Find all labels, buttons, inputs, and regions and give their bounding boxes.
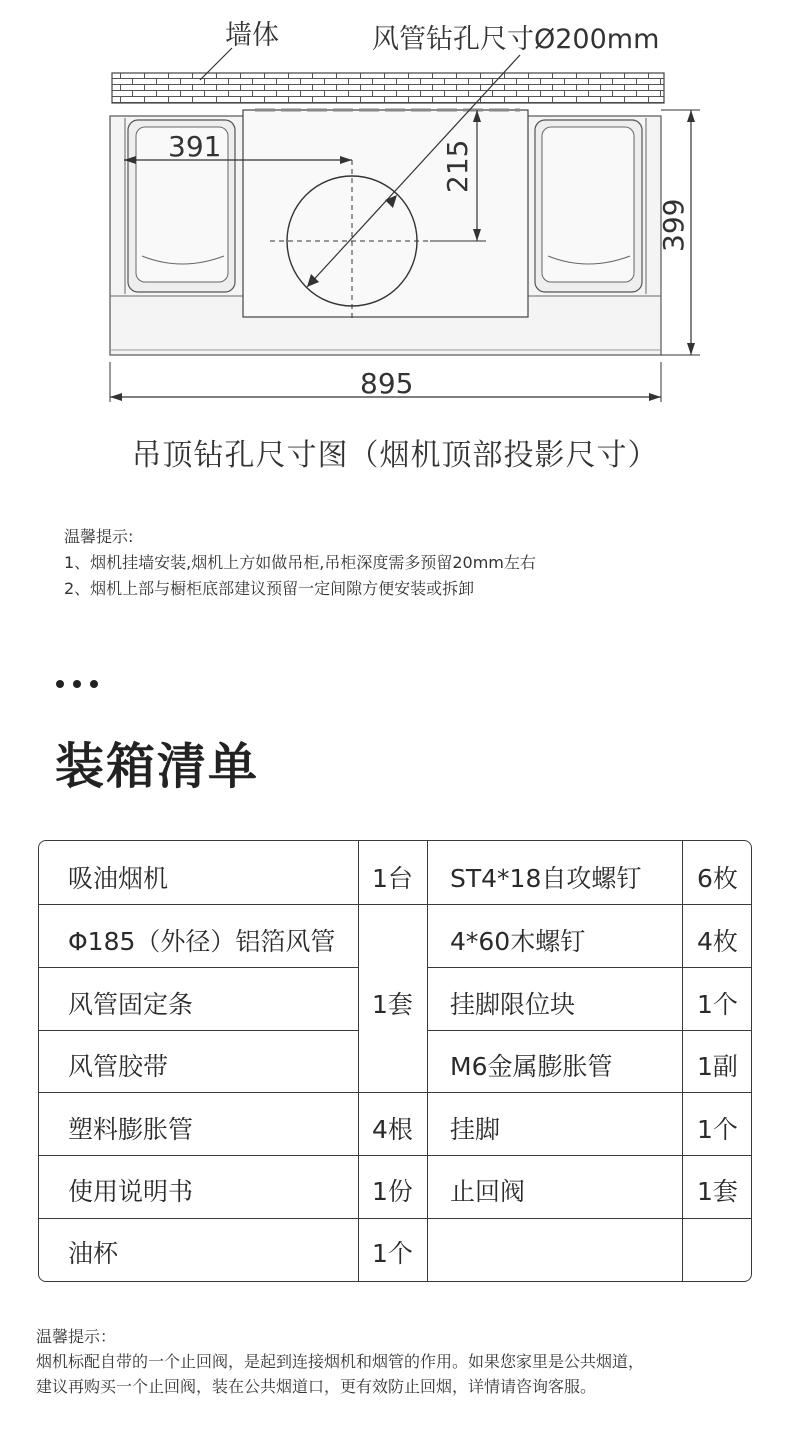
- table-cell-qty: 1台: [372, 864, 413, 893]
- hood-top-panel: [243, 110, 528, 317]
- table-cell-qty: 1个: [697, 990, 738, 1019]
- tips-line: 烟机标配自带的一个止回阀，是起到连接烟机和烟管的作用。如果您家里是公共烟道，: [36, 1352, 645, 1371]
- table-cell-item: M6金属膨胀管: [450, 1052, 613, 1081]
- table-cell-qty-merged: 1套: [372, 990, 413, 1019]
- table-cell-item: 风管胶带: [68, 1052, 169, 1081]
- table-cell-qty: 6枚: [697, 864, 738, 893]
- diagram-title: 吊顶钻孔尺寸图（烟机顶部投影尺寸）: [131, 438, 659, 473]
- dimension-895: 895: [360, 367, 414, 400]
- tips-line: 2、烟机上部与橱柜底部建议预留一定间隙方便安装或拆卸: [64, 579, 475, 598]
- table-cell-qty: 1个: [372, 1239, 413, 1268]
- wall-bricks: [112, 73, 664, 103]
- table-cell-item: ST4*18自攻螺钉: [450, 864, 642, 893]
- table-cell-qty: 4枚: [697, 927, 738, 956]
- table-cell-item: 使用说明书: [68, 1177, 194, 1206]
- table-cell-qty: 1份: [372, 1177, 413, 1206]
- dimension-391: 391: [168, 130, 222, 163]
- tips-heading: 温馨提示:: [64, 527, 134, 546]
- table-cell-item: 吸油烟机: [68, 864, 169, 893]
- tips-line: 1、烟机挂墙安装,烟机上方如做吊柜,吊柜深度需多预留20mm左右: [64, 553, 536, 572]
- table-cell-qty: 1副: [697, 1052, 738, 1081]
- table-cell-qty: 1套: [697, 1177, 738, 1206]
- wall-label: 墙体: [225, 20, 279, 51]
- table-cell-qty: 1个: [697, 1115, 738, 1144]
- duct-size-label: 风管钻孔尺寸Ø200mm: [372, 24, 660, 55]
- table-cell-item: Φ185（外径）铝箔风管: [68, 927, 336, 956]
- table-cell-item: 挂脚: [450, 1115, 501, 1144]
- installation-tips: [64, 524, 536, 602]
- table-cell-qty: 4根: [372, 1115, 413, 1144]
- table-cell-item: 4*60木螺钉: [450, 927, 586, 956]
- table-cell-item: 风管固定条: [68, 990, 194, 1019]
- tips-line: 建议再购买一个止回阀，装在公共烟道口，更有效防止回烟，详情请咨询客服。: [36, 1377, 597, 1396]
- table-cell-item: 止回阀: [450, 1177, 526, 1206]
- table-cell-item: 油杯: [68, 1239, 119, 1268]
- right-side-panel: [535, 118, 646, 294]
- ceiling-drilling-diagram: [0, 0, 790, 420]
- table-cell-item: 塑料膨胀管: [68, 1115, 194, 1144]
- table-cell-item: 挂脚限位块: [450, 990, 576, 1019]
- decorative-dots: [56, 680, 98, 688]
- dimension-215: 215: [441, 139, 474, 193]
- check-valve-tips: [36, 1324, 644, 1399]
- dot: [90, 680, 98, 688]
- dimension-399: 399: [657, 198, 690, 252]
- packing-list-table: [38, 840, 752, 1282]
- dot: [56, 680, 64, 688]
- tips-heading: 温馨提示：: [36, 1327, 117, 1346]
- dot: [73, 680, 81, 688]
- packing-list-title: 装箱清单: [55, 738, 260, 795]
